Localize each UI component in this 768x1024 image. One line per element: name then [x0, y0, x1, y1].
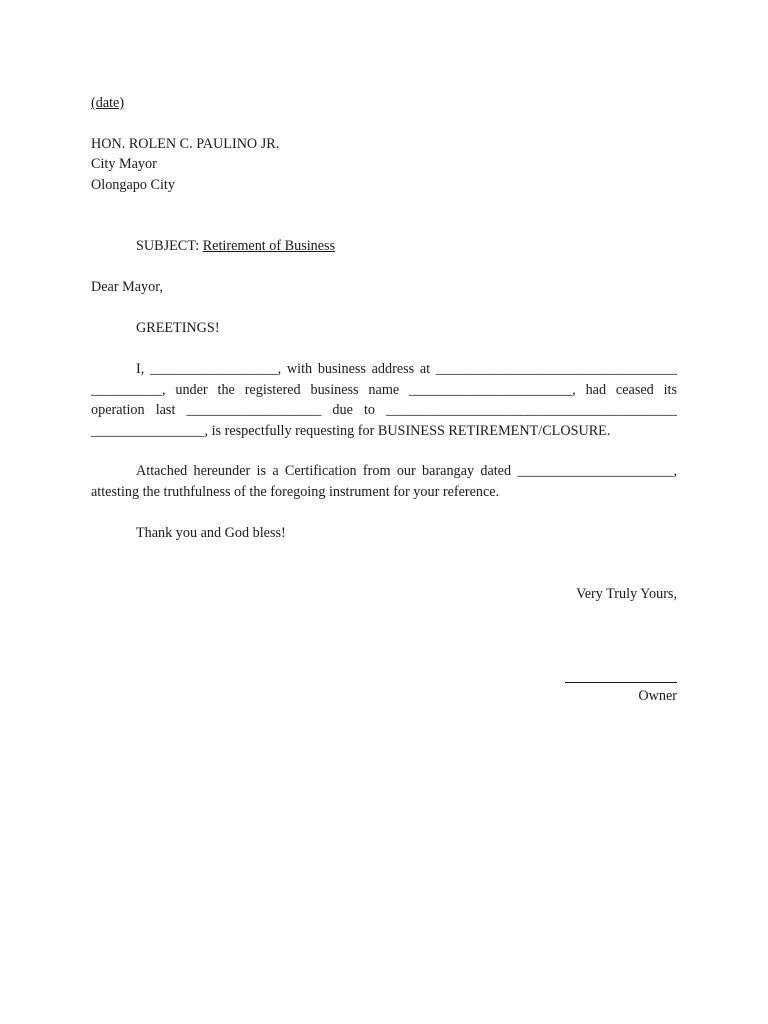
- closing-thanks: Thank you and God bless!: [136, 525, 286, 541]
- letter-page: [91, 0, 677, 1024]
- body-paragraph-1-line: ________________, is respectfully requesting for BUSINESS RETIREMENT/CLOSURE.: [91, 422, 611, 439]
- subject-label: SUBJECT:: [136, 238, 203, 254]
- addressee-city: Olongapo City: [91, 177, 175, 193]
- subject-value: Retirement of Business: [202, 238, 336, 254]
- body-paragraph-2-line: Attached hereunder is a Certification from our barangay dated ______________________,: [136, 463, 677, 479]
- body-paragraph-1: [91, 359, 677, 441]
- body-paragraph-1-line: operation last ___________________ due to _________________________________________: [91, 402, 677, 418]
- body-paragraph-2: [91, 461, 677, 502]
- date-placeholder: (date): [91, 95, 125, 111]
- closing: Very Truly Yours,: [576, 586, 677, 602]
- body-paragraph-2-line: attesting the truthfulness of the foregoing instrument for your reference.: [91, 483, 500, 500]
- addressee-position: City Mayor: [91, 156, 157, 172]
- signature-label: Owner: [638, 688, 677, 704]
- body-paragraph-1-line: __________, under the registered business name _______________________, had ceased its: [91, 381, 677, 398]
- subject-line: [136, 236, 335, 257]
- addressee-name: HON. ROLEN C. PAULINO JR.: [91, 136, 280, 152]
- greeting: GREETINGS!: [136, 320, 220, 336]
- body-paragraph-1-line: I, __________________, with business address at __________________________________: [136, 361, 677, 377]
- salutation: Dear Mayor,: [91, 279, 163, 295]
- signature-line: [565, 682, 677, 683]
